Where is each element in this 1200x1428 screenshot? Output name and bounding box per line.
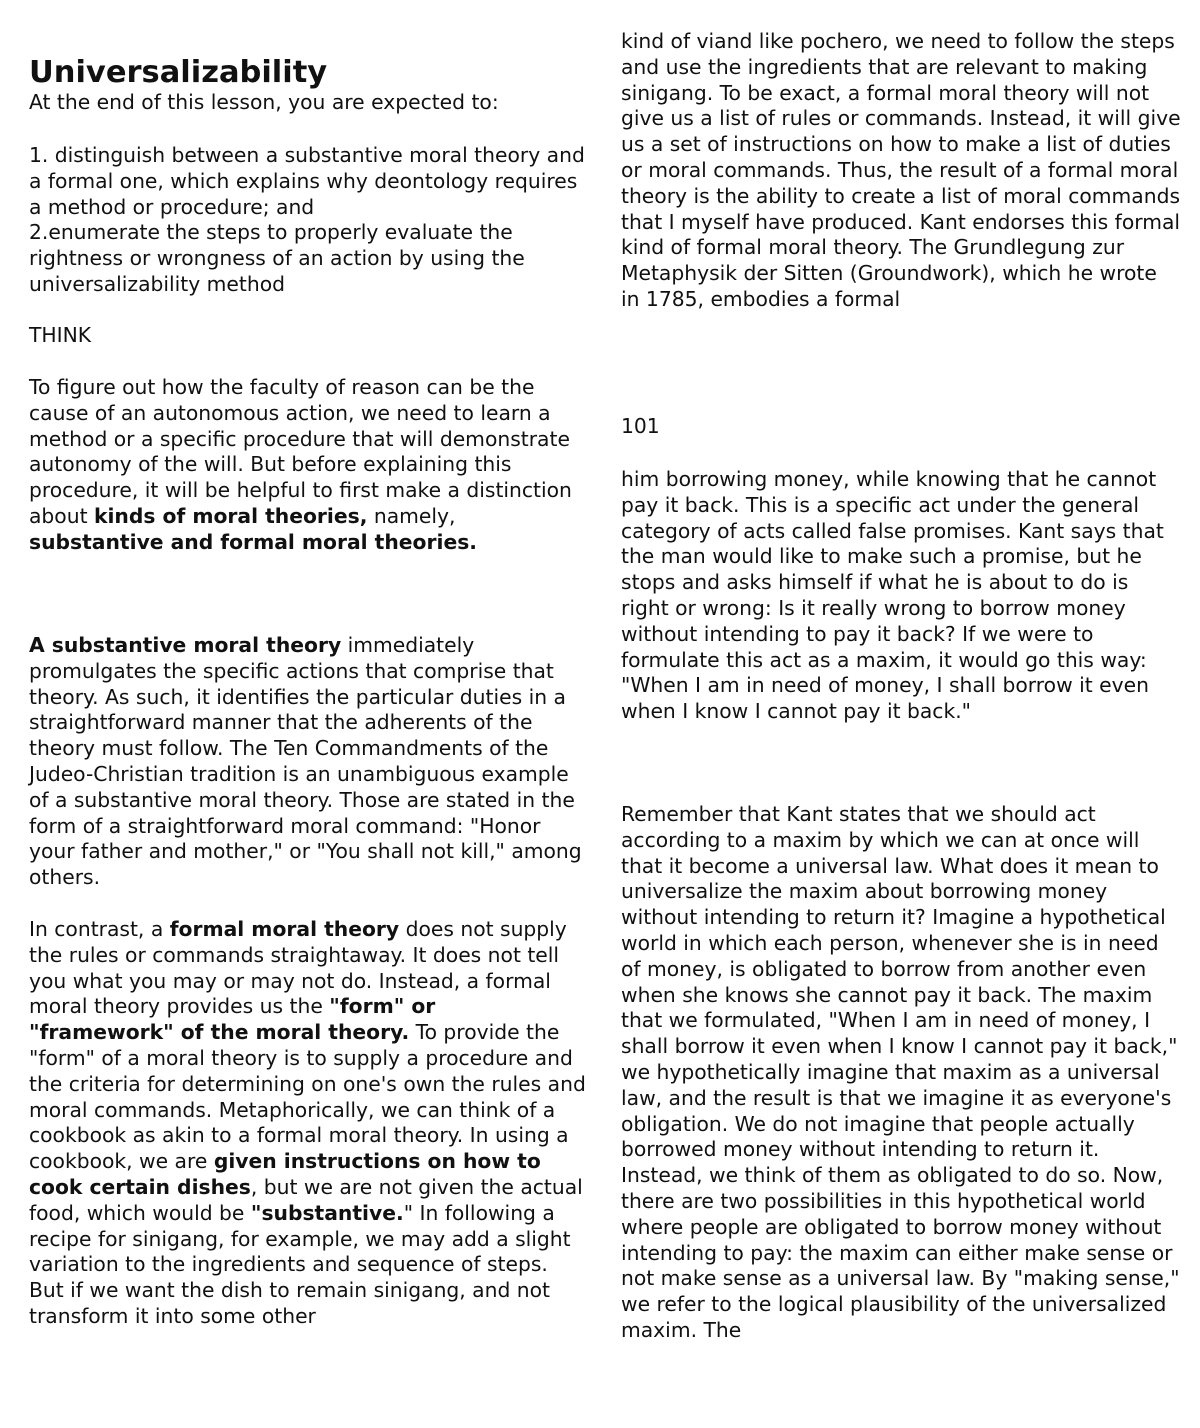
think-text: To figure out how the faculty of reason can be the cause of an autonomous action, we need to learn a method or a specific procedure that will demonstrate autonomy of the will. But before explaining this procedure, it will be helpful to first make a distinction about <box>29 375 572 528</box>
formal-text-1: does not supply the rules or commands straightaway. It does not tell you what you may or may not do. Instead, a formal moral theory provides us the <box>29 917 567 1019</box>
formal-text-start: In contrast, a <box>29 917 164 941</box>
substantive-theory-term: A substantive moral theory <box>29 633 342 657</box>
substantive-emphasis: "substantive. <box>250 1200 404 1225</box>
borrowing-example-paragraph: him borrowing money, while knowing that he cannot pay it back. This is a specific act under the general category of acts called false promises. Kant says that the man would like to make such a promise, but he stops and asks himself if what he is about to do is right or wrong: Is it really wrong to borrow money without intending to pay it back? If we were to formulate this act as a maxim, it would go this way: "When I am in need of money, I shall borrow it even when I know I cannot pay it back." <box>621 467 1164 724</box>
document-title: Universalizability <box>29 55 328 90</box>
formal-text-3: , but we are not given the actual food, which would be <box>29 1174 583 1225</box>
objective-2: 2.enumerate the steps to properly evaluate the rightness or wrongness of an action by using the universalizability method <box>29 220 525 296</box>
continued-paragraph: kind of viand like pochero, we need to follow the steps and use the ingredients that are relevant to making sinigang. To be exact, a formal moral theory will not give us a list of rules or commands. Instead, it will give us a set of instructions on how to make a list of duties or moral commands. Thus, the result of a formal moral theory is the ability to create a list of moral commands that I myself have produced. Kant endorses this formal kind of formal moral theory. The Grundlegung zur Metaphysik der Sitten (Groundwork), which he wrote in 1785, embodies a formal <box>621 29 1181 311</box>
instructions-emphasis: given instructions on how to cook certain dishes <box>29 1149 541 1199</box>
formal-theory-term: formal moral theory <box>169 917 400 941</box>
think-text-mid: namely, <box>367 503 456 528</box>
think-paragraph <box>29 375 587 556</box>
formal-theory-paragraph <box>29 917 587 1330</box>
think-heading: THINK <box>29 323 92 347</box>
formal-text-4: " In following a recipe for sinigang, for example, we may add a slight variation to the ingredients and sequence of steps. But if we want the dish to remain sinigang, and not transform it into some other <box>29 1200 571 1328</box>
objective-1: 1. distinguish between a substantive moral theory and a formal one, which explains why deontology requires a method or procedure; and <box>29 143 585 219</box>
form-framework-emphasis: "form" or "framework" of the moral theory. <box>29 994 436 1045</box>
formal-text-2: To provide the "form" of a moral theory is to supply a procedure and the criteria for determining on one's own the rules and moral commands. Metaphorically, we can think of a cookbook as akin to a formal moral theory. In using a cookbook, we are <box>29 1020 586 1174</box>
substantive-theory-text: immediately promulgates the specific actions that comprise that theory. As such, it identifies the particular duties in a straightforward manner that the adherents of the theory must follow. The Ten Commandments of the Judeo-Christian tradition is an unambiguous example of a substantive moral theory. Those are stated in the form of a straightforward moral command: "Honor your father and mother," or "You shall not kill," among others. <box>29 633 582 890</box>
substantive-theory-paragraph <box>29 633 587 891</box>
universalize-paragraph: Remember that Kant states that we should act according to a maxim by which we can at once will that it become a universal law. What does it mean to universalize the maxim about borrowing money without intending to return it? Imagine a hypothetical world in which each person, whenever she is in need of money, is obligated to borrow from another even when she knows she cannot pay it back. The maxim that we formulated, "When I am in need of money, I shall borrow it even when I know I cannot pay it back," we hypothetically imagine that maxim as a universal law, and the result is that we imagine it as everyone's obligation. We do not imagine that people actually borrowed money without intending to return it. Instead, we think of them as obligated to do so. Now, there are two possibilities in this hypothetical world where people are obligated to borrow money without intending to pay: the maxim can either make sense or not make sense as a universal law. By "making sense," we refer to the logical plausibility of the universalized maxim. The <box>621 802 1180 1342</box>
lesson-intro: At the end of this lesson, you are expected to: <box>29 90 499 114</box>
kinds-of-moral-theories-emphasis: kinds of moral theories, <box>93 503 368 528</box>
page-number: 101 <box>621 414 660 438</box>
objectives-list <box>29 143 587 298</box>
substantive-formal-emphasis: substantive and formal moral theories. <box>29 529 477 554</box>
